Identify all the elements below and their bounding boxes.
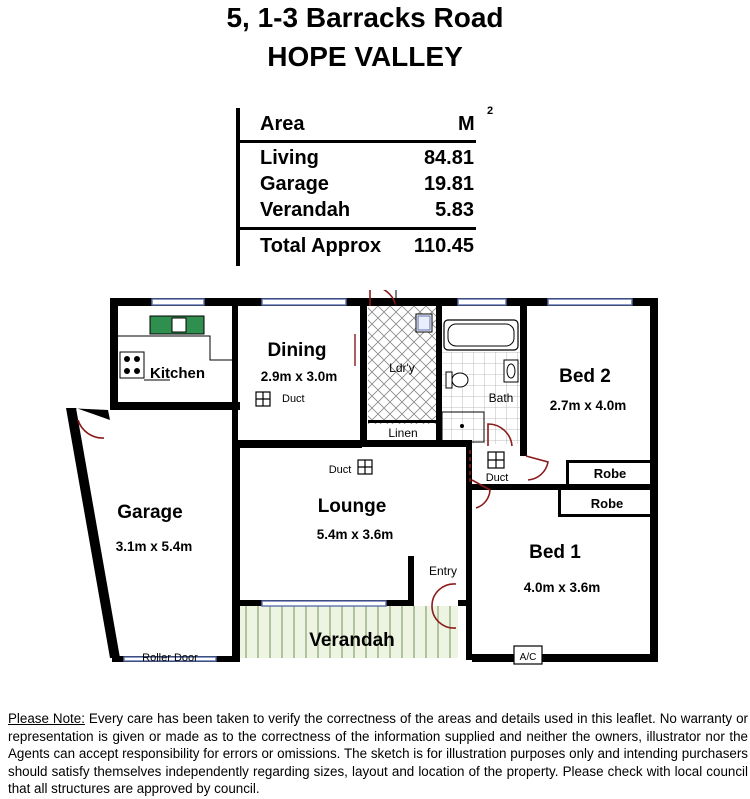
table-total-rule bbox=[236, 227, 476, 230]
row-label-living: Living bbox=[260, 147, 319, 169]
label-bed1-size: 4.0m x 3.6m bbox=[523, 580, 601, 595]
row-label-garage: Garage bbox=[260, 173, 329, 195]
row-value-living: 84.81 bbox=[423, 147, 474, 169]
label-dining-size: 2.9m x 3.0m bbox=[260, 369, 338, 384]
label-entry: Entry bbox=[428, 564, 458, 578]
floor-plan bbox=[0, 290, 750, 670]
unit-column-label: M bbox=[458, 113, 475, 135]
label-bed2: Bed 2 bbox=[559, 366, 611, 387]
label-kitchen: Kitchen bbox=[150, 365, 206, 382]
label-bed1: Bed 1 bbox=[529, 542, 581, 563]
suburb-title: HOPE VALLEY bbox=[267, 41, 463, 72]
label-bath: Bath bbox=[488, 391, 514, 405]
stove-icon bbox=[120, 352, 144, 378]
vanity-icon bbox=[504, 360, 518, 382]
area-table bbox=[0, 0, 750, 270]
disclaimer-text: Every care has been taken to verify the correctness of the areas and details used in this leaflet. No warranty or representation is given or made as to the correctness of the information supplied and neither the owners, illustrator nor the Agents can accept responsibility for errors or omissions. The sketch is for illustration purposes only and intending purchasers should satisfy themselves independently regarding sizes, layout and location of the property. Please check with local council that all structures are approved by council. bbox=[8, 711, 748, 797]
row-value-verandah: 5.83 bbox=[435, 199, 474, 221]
label-lounge: Lounge bbox=[317, 496, 387, 517]
table-vertical-rule bbox=[236, 108, 240, 266]
label-linen: Linen bbox=[388, 426, 418, 440]
label-verandah: Verandah bbox=[309, 630, 395, 651]
row-label-verandah: Verandah bbox=[260, 199, 351, 221]
row-value-garage: 19.81 bbox=[423, 173, 474, 195]
label-lounge-duct: Duct bbox=[328, 464, 352, 476]
disclaimer-label: Please Note: bbox=[8, 711, 85, 726]
label-lounge-size: 5.4m x 3.6m bbox=[316, 527, 394, 542]
label-bed2-size: 2.7m x 4.0m bbox=[549, 398, 627, 413]
label-dining-duct: Duct bbox=[282, 393, 305, 405]
label-roller-door: Roller Door bbox=[142, 652, 198, 664]
address-title: 5, 1-3 Barracks Road bbox=[226, 2, 504, 33]
total-label: Total Approx bbox=[260, 235, 382, 257]
label-hall-duct: Duct bbox=[485, 472, 509, 484]
label-dining: Dining bbox=[267, 340, 327, 361]
label-laundry: Ldr'y bbox=[389, 361, 415, 375]
label-garage: Garage bbox=[117, 502, 183, 523]
toilet-icon bbox=[452, 373, 468, 387]
disclaimer bbox=[8, 710, 748, 798]
label-ac: A/C bbox=[519, 652, 537, 663]
label-robe-bed1: Robe bbox=[590, 496, 624, 511]
unit-exponent: 2 bbox=[487, 105, 494, 117]
area-column-label: Area bbox=[260, 113, 305, 135]
label-robe-bed2: Robe bbox=[593, 466, 627, 481]
label-garage-size: 3.1m x 5.4m bbox=[115, 539, 193, 554]
table-header-rule bbox=[236, 140, 476, 143]
total-value: 110.45 bbox=[413, 235, 474, 257]
